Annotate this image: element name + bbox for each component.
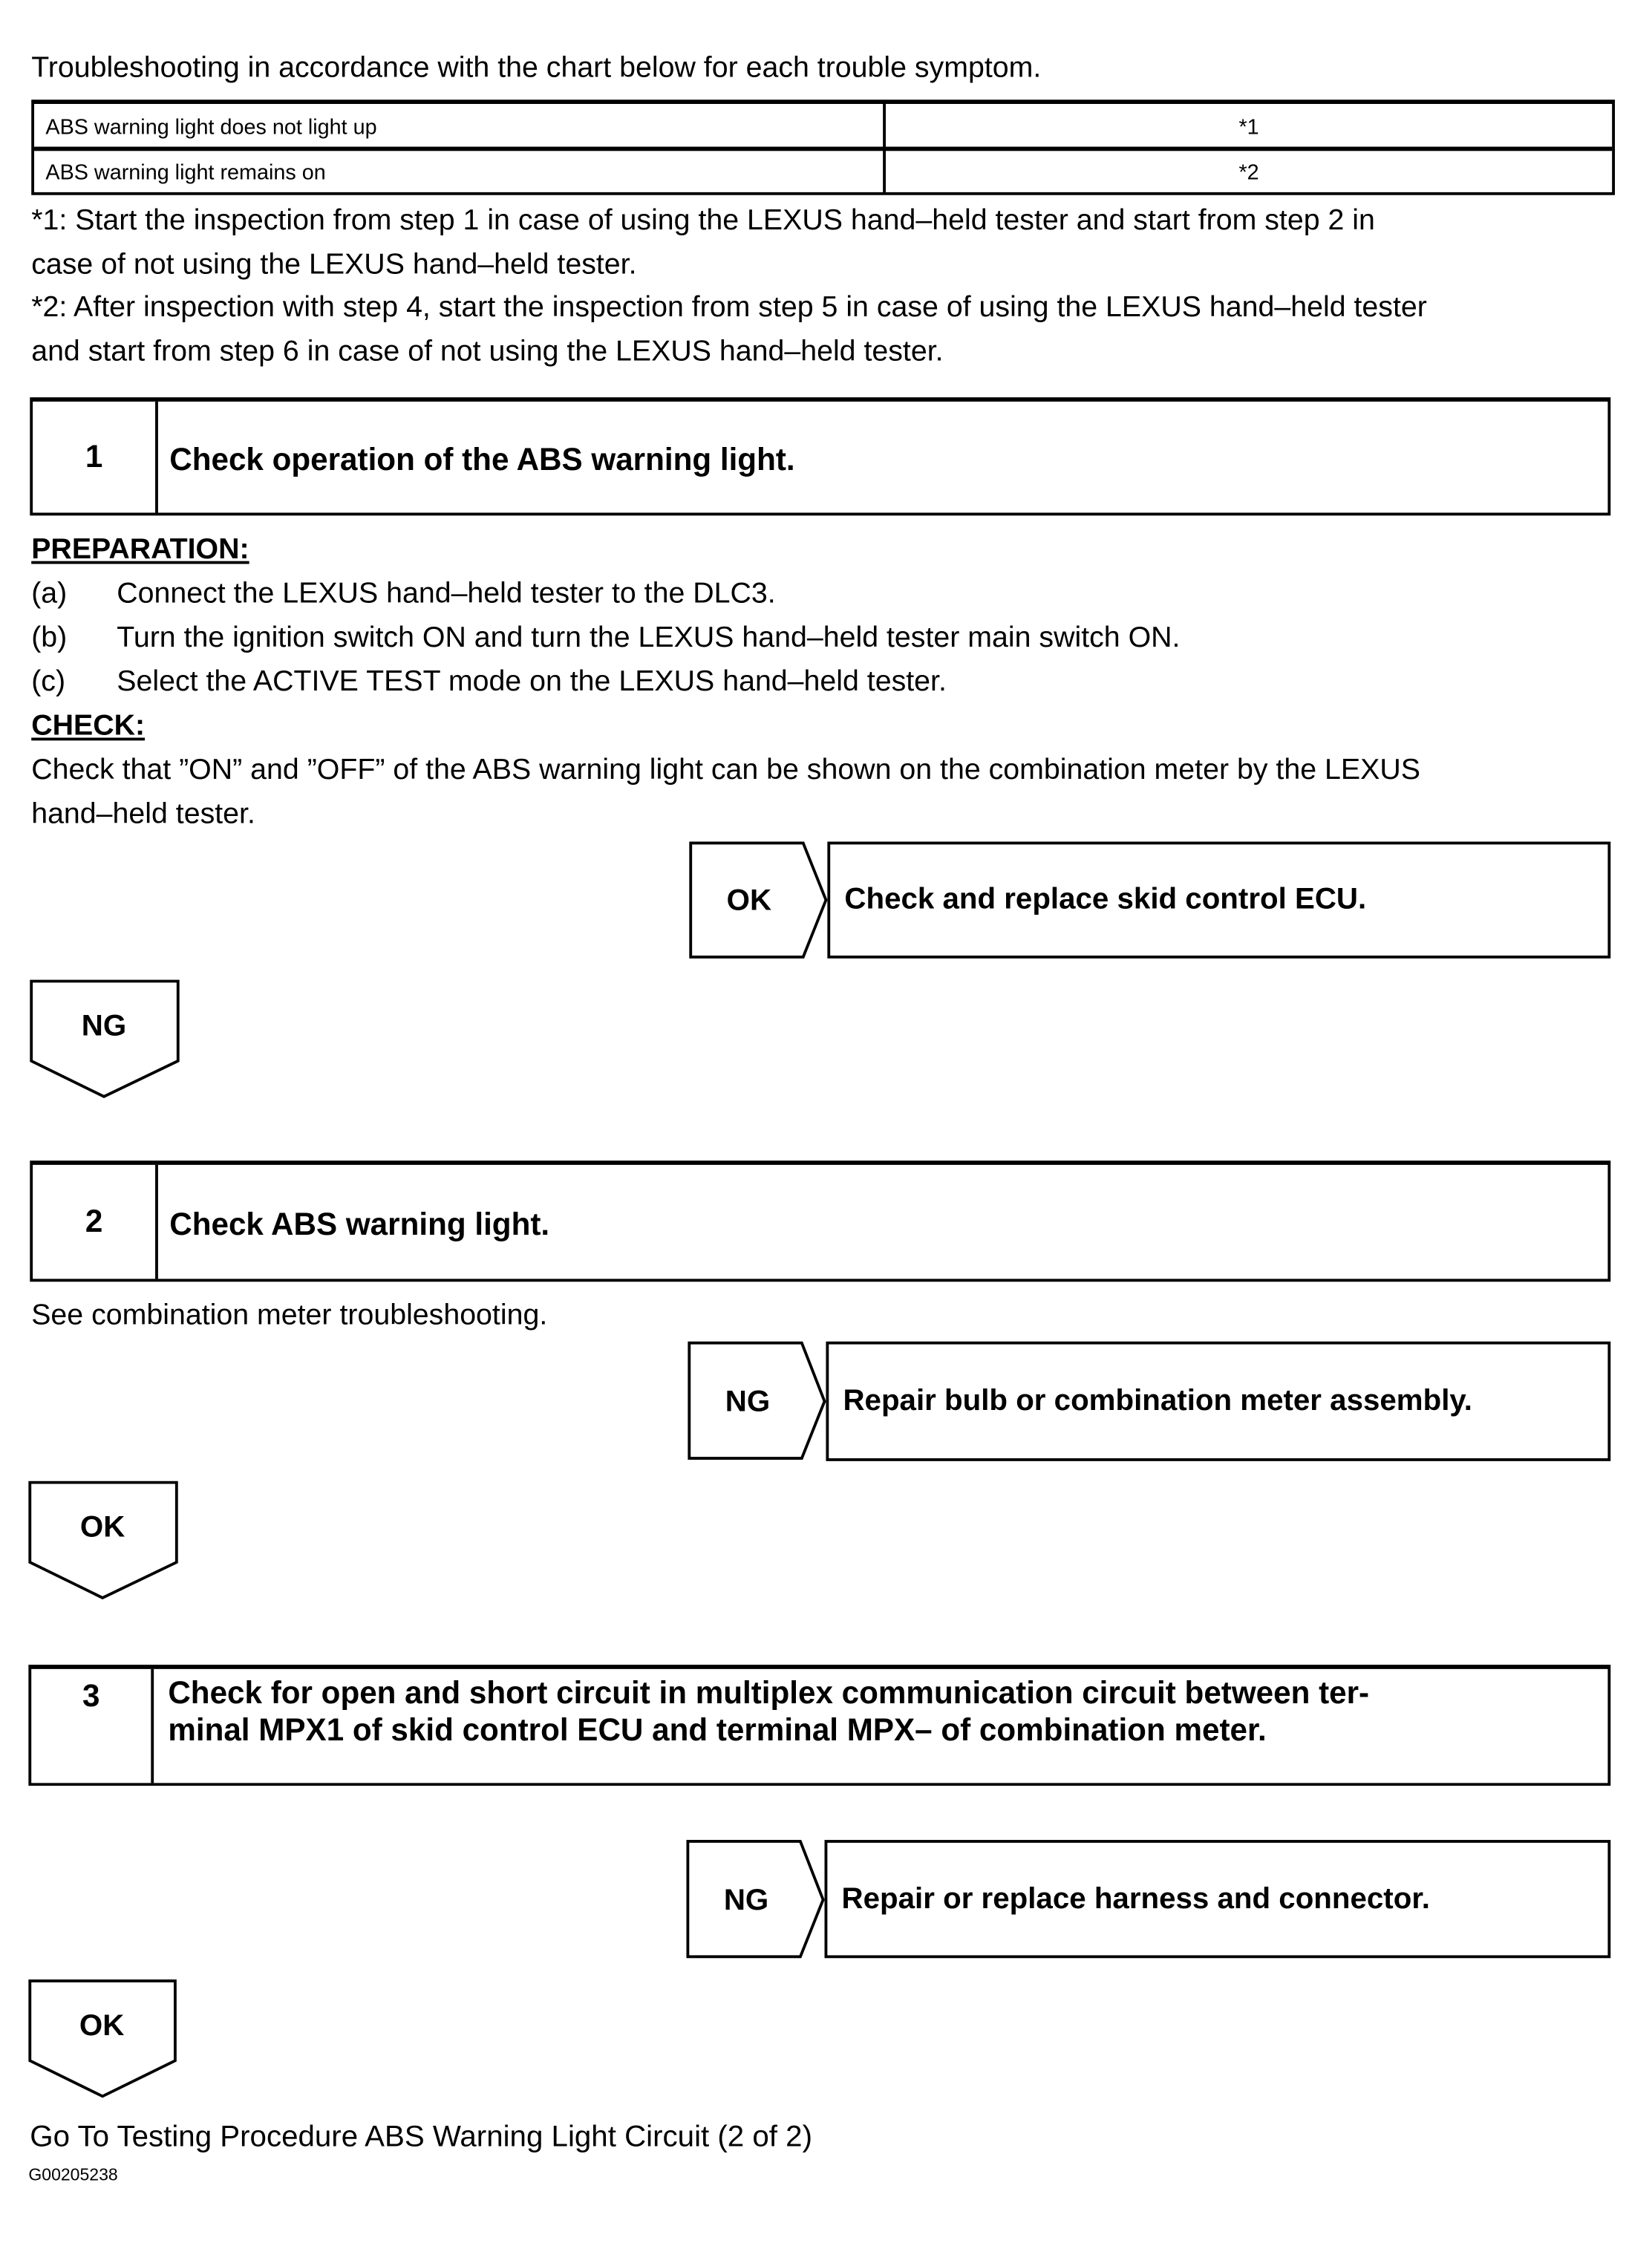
step-title: Check for open and short circuit in multiplex communication circuit between ter- xyxy=(168,1674,1370,1711)
prep-letter: (b) xyxy=(31,621,68,654)
result-box: Repair or replace harness and connector. xyxy=(825,1840,1611,1958)
ok-branch-label: OK xyxy=(79,2009,125,2043)
prep-text: Connect the LEXUS hand–held tester to the DLC3. xyxy=(117,576,776,610)
check-text: Check that ”ON” and ”OFF” of the ABS warning light can be shown on the combination meter by the LEXUS xyxy=(31,753,1420,786)
table-row xyxy=(34,149,1612,193)
note-2: *2: After inspection with step 4, start the inspection from step 5 in case of using the LEXUS hand–held tester xyxy=(31,290,1427,324)
step-number: 1 xyxy=(33,402,158,513)
ok-branch-label: OK xyxy=(726,884,772,918)
result-box: Repair bulb or combination meter assembly. xyxy=(826,1342,1610,1461)
step-number: 2 xyxy=(33,1165,158,1279)
ok-branch-label: OK xyxy=(79,1510,125,1544)
table-row xyxy=(34,104,1612,148)
intro-text: Troubleshooting in accordance with the chart below for each trouble symptom. xyxy=(31,51,1042,85)
symptom-cell: ABS warning light remains on xyxy=(45,160,326,186)
figure-code: G00205238 xyxy=(28,2164,118,2185)
ng-branch-label: NG xyxy=(725,1385,771,1419)
note-2-cont: and start from step 6 in case of not using the LEXUS hand–held tester. xyxy=(31,334,944,368)
step-1-header xyxy=(30,397,1610,515)
check-label: CHECK: xyxy=(31,709,146,742)
note-1: *1: Start the inspection from step 1 in case of using the LEXUS hand–held tester and start from step 2 in xyxy=(31,203,1375,237)
symptom-cell: ABS warning light does not light up xyxy=(45,115,377,140)
ng-branch-label: NG xyxy=(723,1884,769,1917)
next-procedure-link[interactable]: Go To Testing Procedure ABS Warning Light Circuit (2 of 2) xyxy=(30,2120,813,2154)
prep-letter: (c) xyxy=(31,665,66,698)
step-title-cont: minal MPX1 of skid control ECU and terminal MPX– of combination meter. xyxy=(168,1711,1267,1748)
step-2-header xyxy=(30,1161,1610,1282)
ng-branch-label: NG xyxy=(81,1009,127,1042)
step-title: Check operation of the ABS warning light. xyxy=(169,441,795,477)
step-2-text: See combination meter troubleshooting. xyxy=(31,1299,548,1332)
prep-letter: (a) xyxy=(31,576,68,610)
note-1-cont: case of not using the LEXUS hand–held tester. xyxy=(31,247,637,281)
prep-text: Turn the ignition switch ON and turn the LEXUS hand–held tester main switch ON. xyxy=(117,621,1181,654)
symptom-table xyxy=(31,99,1615,195)
result-box: Check and replace skid control ECU. xyxy=(827,842,1610,959)
step-title: Check ABS warning light. xyxy=(169,1206,550,1242)
step-number: 3 xyxy=(31,1669,154,1783)
preparation-label: PREPARATION: xyxy=(31,532,249,566)
ref-cell: *2 xyxy=(1238,160,1259,186)
check-text-cont: hand–held tester. xyxy=(31,797,255,831)
ref-cell: *1 xyxy=(1238,115,1259,140)
step-3-header xyxy=(28,1665,1610,1786)
prep-text: Select the ACTIVE TEST mode on the LEXUS hand–held tester. xyxy=(117,665,947,698)
